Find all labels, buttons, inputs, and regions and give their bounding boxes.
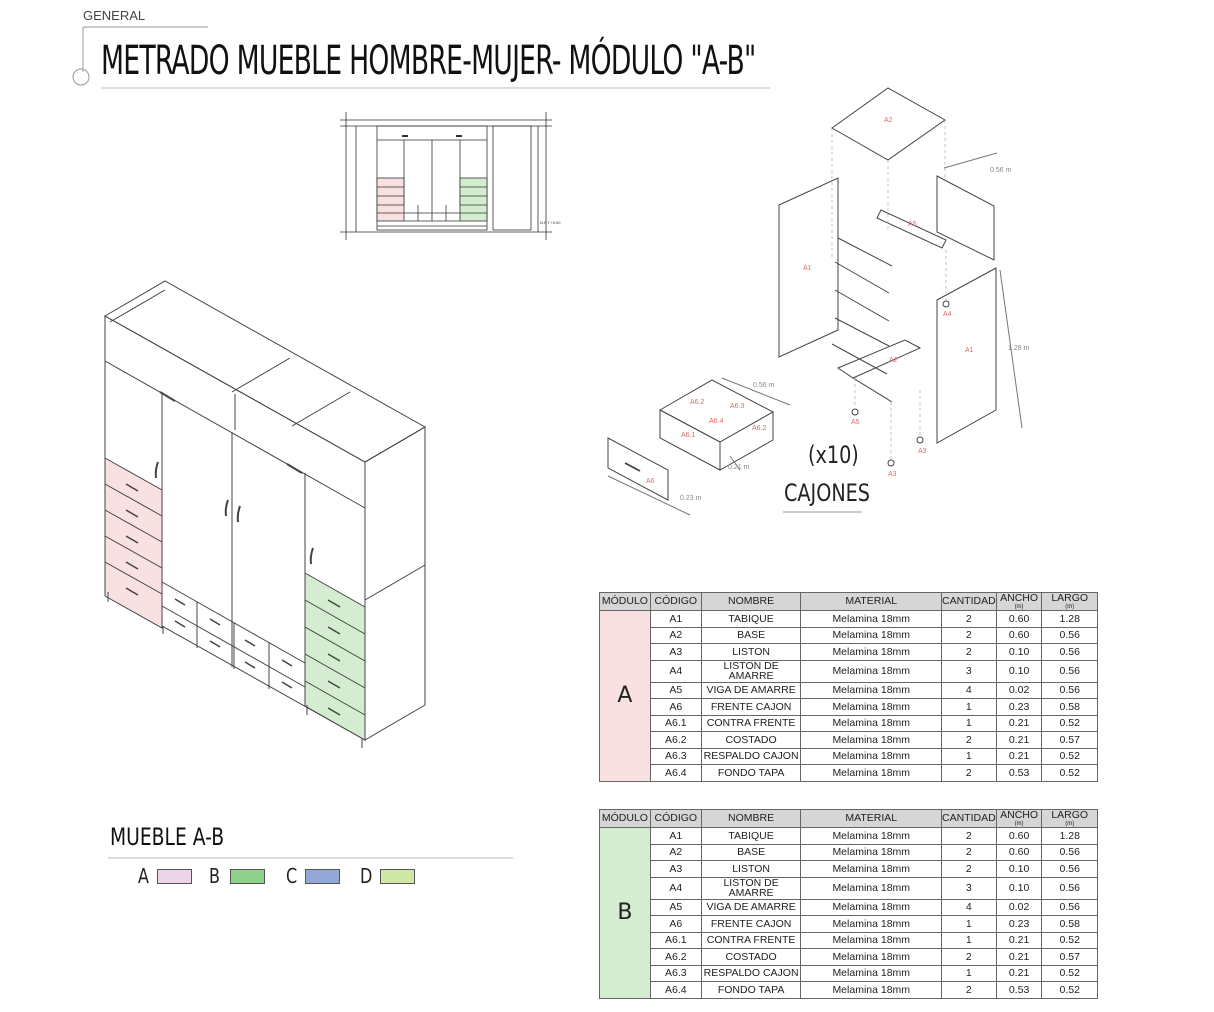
table-row xyxy=(600,765,1098,782)
cell-ancho: 0.21 xyxy=(996,932,1042,949)
cell-codigo: A6.2 xyxy=(650,732,701,749)
legend-label-d: D xyxy=(360,864,373,888)
cell-material: Melamina 18mm xyxy=(801,611,942,628)
table-row xyxy=(600,627,1098,644)
header-largo-unit: (m) xyxy=(1065,820,1075,827)
cell-codigo: A5 xyxy=(650,899,701,916)
dim-height: 1.28 m xyxy=(1008,345,1030,352)
cell-cantidad: 2 xyxy=(942,949,997,966)
cell-ancho: 0.21 xyxy=(996,949,1042,966)
cell-nombre: COSTADO xyxy=(701,732,801,749)
header-codigo: CÓDIGO xyxy=(650,810,701,828)
cell-material: Melamina 18mm xyxy=(801,932,942,949)
legend-swatch-c xyxy=(305,869,340,884)
part-a5-label: A5 xyxy=(908,221,917,228)
cell-cantidad: 2 xyxy=(942,627,997,644)
cell-cantidad: 1 xyxy=(942,699,997,716)
header-frame xyxy=(73,27,770,88)
cell-ancho: 0.10 xyxy=(996,660,1042,682)
cell-material: Melamina 18mm xyxy=(801,765,942,782)
cell-nombre: LISTON DE AMARRE xyxy=(701,660,801,682)
cell-largo: 0.56 xyxy=(1042,627,1098,644)
elevation-tag: N.P.T.+0.00 xyxy=(540,220,561,225)
part-a3-tag-2: A3 xyxy=(918,448,927,455)
cell-largo: 0.58 xyxy=(1042,699,1098,716)
table-row xyxy=(600,965,1098,982)
part-a1-left: A1 xyxy=(803,265,812,272)
part-a1-right: A1 xyxy=(965,347,974,354)
header-cantidad: CANTIDAD xyxy=(942,810,997,828)
header-largo-unit: (m) xyxy=(1065,603,1075,610)
cell-largo: 0.52 xyxy=(1042,932,1098,949)
cell-codigo: A3 xyxy=(650,861,701,878)
header-ancho xyxy=(996,810,1042,828)
cell-largo: 0.56 xyxy=(1042,682,1098,699)
cell-nombre: LISTON xyxy=(701,861,801,878)
cell-ancho: 0.21 xyxy=(996,748,1042,765)
cell-largo: 1.28 xyxy=(1042,611,1098,628)
legend-label-b: B xyxy=(209,864,220,888)
cell-codigo: A6.3 xyxy=(650,748,701,765)
header-ancho-unit: (m) xyxy=(1014,603,1024,610)
header-cantidad: CANTIDAD xyxy=(942,593,997,611)
cell-ancho: 0.21 xyxy=(996,715,1042,732)
cajones-label: CAJONES xyxy=(784,479,870,507)
legend-swatch-a xyxy=(157,869,192,884)
cell-largo: 0.57 xyxy=(1042,949,1098,966)
cell-material: Melamina 18mm xyxy=(801,828,942,845)
cell-largo: 0.52 xyxy=(1042,965,1098,982)
cell-largo: 0.52 xyxy=(1042,765,1098,782)
cell-largo: 0.52 xyxy=(1042,748,1098,765)
cell-cantidad: 1 xyxy=(942,748,997,765)
page-title: METRADO MUEBLE HOMBRE-MUJER- MÓDULO "A-B" xyxy=(101,38,756,84)
header-modulo: MÓDULO xyxy=(600,593,651,611)
part-a6-3: A6.3 xyxy=(730,403,745,410)
header-largo-label: LARGO xyxy=(1051,809,1089,822)
header-nombre: NOMBRE xyxy=(701,810,801,828)
table-row xyxy=(600,949,1098,966)
table-row xyxy=(600,844,1098,861)
cell-codigo: A6.2 xyxy=(650,949,701,966)
table-row xyxy=(600,932,1098,949)
module-cell: A xyxy=(600,611,651,782)
table-row xyxy=(600,877,1098,899)
cell-ancho: 0.02 xyxy=(996,682,1042,699)
part-a4-tag: A4 xyxy=(943,311,952,318)
cell-cantidad: 2 xyxy=(942,732,997,749)
cell-codigo: A2 xyxy=(650,627,701,644)
cell-nombre: RESPALDO CAJON xyxy=(701,965,801,982)
table-row xyxy=(600,715,1098,732)
cell-ancho: 0.10 xyxy=(996,644,1042,661)
table-row xyxy=(600,644,1098,661)
cell-nombre: COSTADO xyxy=(701,949,801,966)
cell-codigo: A6 xyxy=(650,699,701,716)
dim-drawer-h: 0.21 m xyxy=(728,464,750,471)
legend-label-c: C xyxy=(286,864,298,888)
cell-cantidad: 4 xyxy=(942,682,997,699)
cell-codigo: A2 xyxy=(650,844,701,861)
header-material: MATERIAL xyxy=(801,593,942,611)
cell-codigo: A6.4 xyxy=(650,982,701,999)
cell-codigo: A4 xyxy=(650,877,701,899)
cell-ancho: 0.53 xyxy=(996,982,1042,999)
cell-material: Melamina 18mm xyxy=(801,965,942,982)
cell-nombre: RESPALDO CAJON xyxy=(701,748,801,765)
cell-nombre: LISTON DE AMARRE xyxy=(701,877,801,899)
dim-width: 0.56 m xyxy=(990,167,1012,174)
part-a6: A6 xyxy=(646,478,655,485)
dim-front-h: 0.23 m xyxy=(680,495,702,502)
cell-ancho: 0.60 xyxy=(996,828,1042,845)
cell-largo: 0.56 xyxy=(1042,844,1098,861)
cell-nombre: LISTON xyxy=(701,644,801,661)
cell-ancho: 0.02 xyxy=(996,899,1042,916)
cell-nombre: FONDO TAPA xyxy=(701,982,801,999)
cell-material: Melamina 18mm xyxy=(801,899,942,916)
cell-cantidad: 1 xyxy=(942,715,997,732)
module-cell: B xyxy=(600,828,651,999)
legend-title: MUEBLE A-B xyxy=(110,823,225,851)
cell-material: Melamina 18mm xyxy=(801,644,942,661)
exploded-dashes xyxy=(832,120,946,460)
cell-material: Melamina 18mm xyxy=(801,732,942,749)
cell-cantidad: 3 xyxy=(942,660,997,682)
header-modulo: MÓDULO xyxy=(600,810,651,828)
wardrobe-isometric xyxy=(105,281,425,748)
cell-ancho: 0.21 xyxy=(996,732,1042,749)
cell-cantidad: 3 xyxy=(942,877,997,899)
legend-swatch-b xyxy=(230,869,265,884)
header-ancho-label: ANCHO xyxy=(1000,809,1039,822)
cell-largo: 0.56 xyxy=(1042,899,1098,916)
cell-material: Melamina 18mm xyxy=(801,699,942,716)
table-row xyxy=(600,828,1098,845)
cell-material: Melamina 18mm xyxy=(801,748,942,765)
part-a2-top: A2 xyxy=(884,117,893,124)
table-row xyxy=(600,899,1098,916)
cell-nombre: VIGA DE AMARRE xyxy=(701,682,801,699)
cell-cantidad: 2 xyxy=(942,861,997,878)
table-row xyxy=(600,699,1098,716)
cell-ancho: 0.23 xyxy=(996,916,1042,933)
cell-largo: 0.57 xyxy=(1042,732,1098,749)
cell-ancho: 0.60 xyxy=(996,627,1042,644)
metrado-table-b xyxy=(599,809,1098,999)
cell-material: Melamina 18mm xyxy=(801,861,942,878)
cell-codigo: A1 xyxy=(650,611,701,628)
cell-cantidad: 2 xyxy=(942,828,997,845)
header-material: MATERIAL xyxy=(801,810,942,828)
part-a6-2b: A6.2 xyxy=(752,425,767,432)
cell-codigo: A6.1 xyxy=(650,932,701,949)
cell-ancho: 0.10 xyxy=(996,861,1042,878)
cell-nombre: BASE xyxy=(701,844,801,861)
cell-codigo: A1 xyxy=(650,828,701,845)
header-ancho-label: ANCHO xyxy=(1000,592,1039,605)
cell-nombre: TABIQUE xyxy=(701,828,801,845)
exploded-module xyxy=(779,88,1022,466)
cell-cantidad: 2 xyxy=(942,765,997,782)
cell-ancho: 0.53 xyxy=(996,765,1042,782)
cell-largo: 0.56 xyxy=(1042,660,1098,682)
cell-nombre: CONTRA FRENTE xyxy=(701,715,801,732)
cell-nombre: TABIQUE xyxy=(701,611,801,628)
header-largo xyxy=(1042,810,1098,828)
table-row xyxy=(600,660,1098,682)
cell-cantidad: 2 xyxy=(942,844,997,861)
legend-label-a: A xyxy=(138,864,149,888)
cell-material: Melamina 18mm xyxy=(801,715,942,732)
part-a6-1: A6.1 xyxy=(681,432,696,439)
cell-codigo: A6.4 xyxy=(650,765,701,782)
part-a5-tag: A5 xyxy=(851,419,860,426)
front-elevation xyxy=(340,112,552,240)
cell-material: Melamina 18mm xyxy=(801,844,942,861)
cajones-count: (x10) xyxy=(808,441,859,469)
header-ancho-unit: (m) xyxy=(1014,820,1024,827)
cell-largo: 0.56 xyxy=(1042,644,1098,661)
part-a3-tag-1: A3 xyxy=(888,471,897,478)
cell-ancho: 0.10 xyxy=(996,877,1042,899)
cell-ancho: 0.60 xyxy=(996,611,1042,628)
cell-ancho: 0.23 xyxy=(996,699,1042,716)
cell-material: Melamina 18mm xyxy=(801,949,942,966)
cell-material: Melamina 18mm xyxy=(801,916,942,933)
cell-cantidad: 4 xyxy=(942,899,997,916)
cell-cantidad: 2 xyxy=(942,644,997,661)
header-ancho xyxy=(996,593,1042,611)
cell-ancho: 0.60 xyxy=(996,844,1042,861)
cell-codigo: A5 xyxy=(650,682,701,699)
cell-nombre: VIGA DE AMARRE xyxy=(701,899,801,916)
table-row xyxy=(600,861,1098,878)
cell-material: Melamina 18mm xyxy=(801,982,942,999)
cell-cantidad: 2 xyxy=(942,982,997,999)
table-row xyxy=(600,748,1098,765)
table-row xyxy=(600,732,1098,749)
cell-nombre: BASE xyxy=(701,627,801,644)
legend-swatch-d xyxy=(380,869,415,884)
table-header-row xyxy=(600,810,1098,828)
cell-nombre: FONDO TAPA xyxy=(701,765,801,782)
cell-cantidad: 1 xyxy=(942,916,997,933)
cell-ancho: 0.21 xyxy=(996,965,1042,982)
cell-codigo: A4 xyxy=(650,660,701,682)
table-header-row xyxy=(600,593,1098,611)
cell-largo: 1.28 xyxy=(1042,828,1098,845)
cell-material: Melamina 18mm xyxy=(801,682,942,699)
cell-material: Melamina 18mm xyxy=(801,627,942,644)
cell-largo: 0.56 xyxy=(1042,877,1098,899)
cell-largo: 0.52 xyxy=(1042,715,1098,732)
cell-nombre: CONTRA FRENTE xyxy=(701,932,801,949)
cell-largo: 0.52 xyxy=(1042,982,1098,999)
cell-cantidad: 2 xyxy=(942,611,997,628)
part-a6-2a: A6.2 xyxy=(690,399,705,406)
header-codigo: CÓDIGO xyxy=(650,593,701,611)
dim-drawer-w: 0.56 m xyxy=(753,382,775,389)
cell-largo: 0.58 xyxy=(1042,916,1098,933)
header-largo xyxy=(1042,593,1098,611)
header-largo-label: LARGO xyxy=(1051,592,1089,605)
cell-cantidad: 1 xyxy=(942,965,997,982)
table-row xyxy=(600,982,1098,999)
metrado-table-a xyxy=(599,592,1098,782)
header-nombre: NOMBRE xyxy=(701,593,801,611)
part-a6-4: A6.4 xyxy=(709,418,724,425)
table-row xyxy=(600,611,1098,628)
cell-material: Melamina 18mm xyxy=(801,660,942,682)
cell-codigo: A6 xyxy=(650,916,701,933)
cell-codigo: A6.1 xyxy=(650,715,701,732)
section-label: GENERAL xyxy=(83,8,146,23)
cell-codigo: A6.3 xyxy=(650,965,701,982)
table-row xyxy=(600,682,1098,699)
cell-cantidad: 1 xyxy=(942,932,997,949)
cell-nombre: FRENTE CAJON xyxy=(701,699,801,716)
cell-codigo: A3 xyxy=(650,644,701,661)
part-a2-bottom: A2 xyxy=(889,357,898,364)
cell-nombre: FRENTE CAJON xyxy=(701,916,801,933)
table-row xyxy=(600,916,1098,933)
cell-material: Melamina 18mm xyxy=(801,877,942,899)
cell-largo: 0.56 xyxy=(1042,861,1098,878)
